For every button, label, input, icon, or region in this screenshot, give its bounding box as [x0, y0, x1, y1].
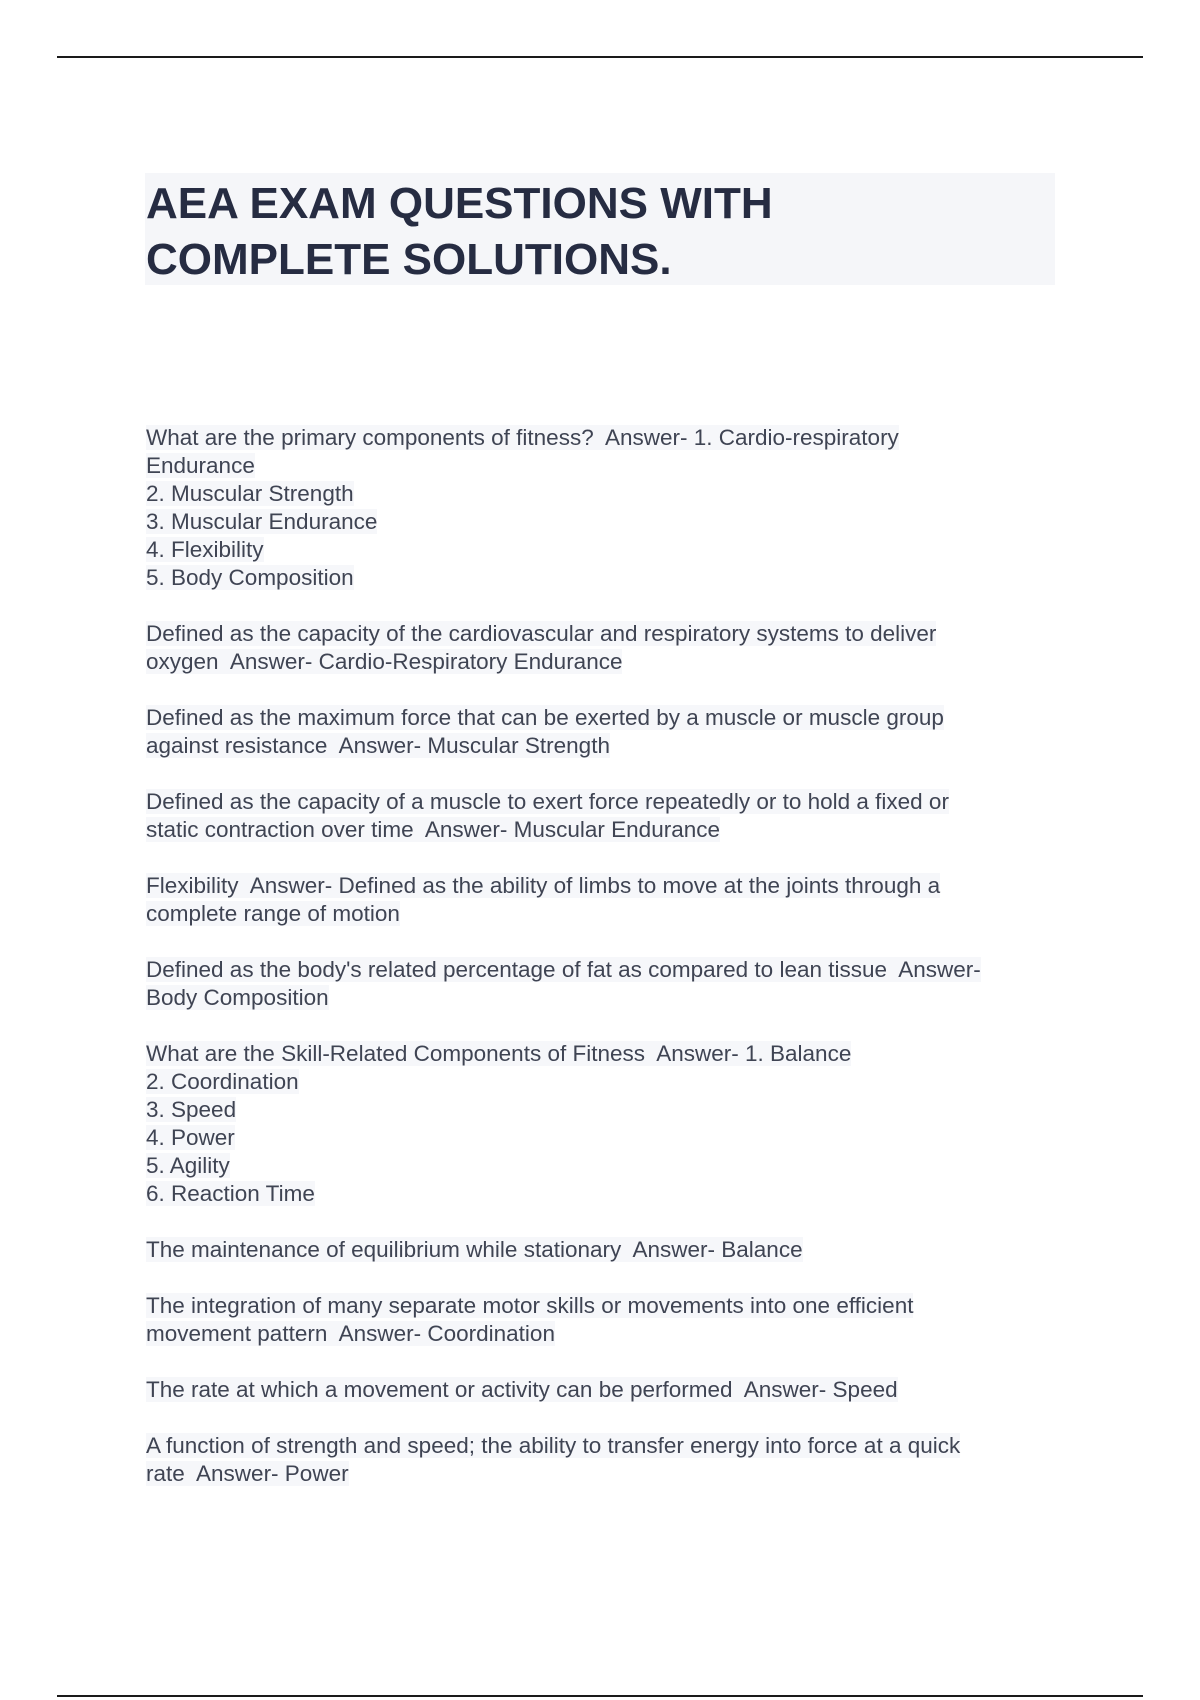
qa-item: [146, 620, 1066, 676]
qa-line-text: Defined as the capacity of the cardiovascular and respiratory systems to deliver: [146, 621, 937, 646]
qa-line: [146, 452, 1066, 480]
qa-line-text: 3. Muscular Endurance: [146, 509, 378, 534]
qa-line: [146, 1292, 1066, 1320]
qa-line-text: Body Composition: [146, 985, 329, 1010]
title-line: COMPLETE SOLUTIONS.: [146, 235, 672, 284]
qa-line: [146, 1040, 1066, 1068]
qa-item: [146, 1236, 1066, 1264]
qa-line-text: 5. Agility: [146, 1153, 230, 1178]
qa-line: [146, 816, 1066, 844]
qa-line: [146, 900, 1066, 928]
qa-line-text: rate Answer- Power: [146, 1461, 349, 1486]
qa-line: [146, 1180, 1066, 1208]
qa-line: [146, 1432, 1066, 1460]
qa-line-text: complete range of motion: [146, 901, 400, 926]
qa-line: [146, 1152, 1066, 1180]
qa-line-text: 5. Body Composition: [146, 565, 354, 590]
qa-line-text: against resistance Answer- Muscular Strength: [146, 733, 610, 758]
qa-line-text: 6. Reaction Time: [146, 1181, 315, 1206]
qa-line: [146, 620, 1066, 648]
qa-item: [146, 788, 1066, 844]
qa-line-text: oxygen Answer- Cardio-Respiratory Endurance: [146, 649, 623, 674]
qa-line: [146, 1376, 1066, 1404]
qa-line-text: 3. Speed: [146, 1097, 237, 1122]
qa-line: [146, 704, 1066, 732]
qa-line: [146, 1460, 1066, 1488]
footer-rule: [57, 1695, 1143, 1697]
qa-line-text: 2. Coordination: [146, 1069, 299, 1094]
qa-line-text: Flexibility Answer- Defined as the ability of limbs to move at the joints through a: [146, 873, 941, 898]
qa-item: [146, 1432, 1066, 1488]
qa-line-text: 4. Flexibility: [146, 537, 264, 562]
qa-line: [146, 564, 1066, 592]
title-line: AEA EXAM QUESTIONS WITH: [146, 179, 773, 228]
qa-line: [146, 1320, 1066, 1348]
qa-line-text: What are the Skill-Related Components of Fitness Answer- 1. Balance: [146, 1041, 852, 1066]
qa-line: [146, 424, 1066, 452]
qa-item: [146, 1376, 1066, 1404]
qa-line-text: Defined as the capacity of a muscle to exert force repeatedly or to hold a fixed or: [146, 789, 949, 814]
qa-line: [146, 984, 1066, 1012]
qa-line-text: Defined as the body's related percentage of fat as compared to lean tissue Answer-: [146, 957, 981, 982]
qa-item: [146, 872, 1066, 928]
qa-line-text: movement pattern Answer- Coordination: [146, 1321, 555, 1346]
qa-line-text: The maintenance of equilibrium while stationary Answer- Balance: [146, 1237, 803, 1262]
qa-line-text: 2. Muscular Strength: [146, 481, 354, 506]
qa-line-text: A function of strength and speed; the ability to transfer energy into force at a quick: [146, 1433, 961, 1458]
header-rule: [57, 56, 1143, 58]
qa-line: [146, 1096, 1066, 1124]
qa-line: [146, 536, 1066, 564]
qa-item: [146, 1292, 1066, 1348]
qa-line: [146, 1068, 1066, 1096]
qa-item: [146, 704, 1066, 760]
qa-line-text: Defined as the maximum force that can be exerted by a muscle or muscle group: [146, 705, 944, 730]
qa-line-text: The rate at which a movement or activity can be performed Answer- Speed: [146, 1377, 898, 1402]
qa-line-text: Endurance: [146, 453, 255, 478]
qa-line: [146, 956, 1066, 984]
qa-item: [146, 956, 1066, 1012]
qa-line-text: 4. Power: [146, 1125, 235, 1150]
qa-line-text: The integration of many separate motor skills or movements into one efficient: [146, 1293, 914, 1318]
document-title: [146, 176, 1046, 288]
qa-line-text: What are the primary components of fitness? Answer- 1. Cardio-respiratory: [146, 425, 899, 450]
qa-line: [146, 508, 1066, 536]
qa-line-text: static contraction over time Answer- Muscular Endurance: [146, 817, 720, 842]
qa-line: [146, 872, 1066, 900]
qa-line: [146, 788, 1066, 816]
qa-line: [146, 648, 1066, 676]
question-answer-list: [146, 424, 1066, 1516]
qa-item: [146, 424, 1066, 592]
qa-line: [146, 480, 1066, 508]
qa-item: [146, 1040, 1066, 1208]
qa-line: [146, 1236, 1066, 1264]
qa-line: [146, 1124, 1066, 1152]
qa-line: [146, 732, 1066, 760]
